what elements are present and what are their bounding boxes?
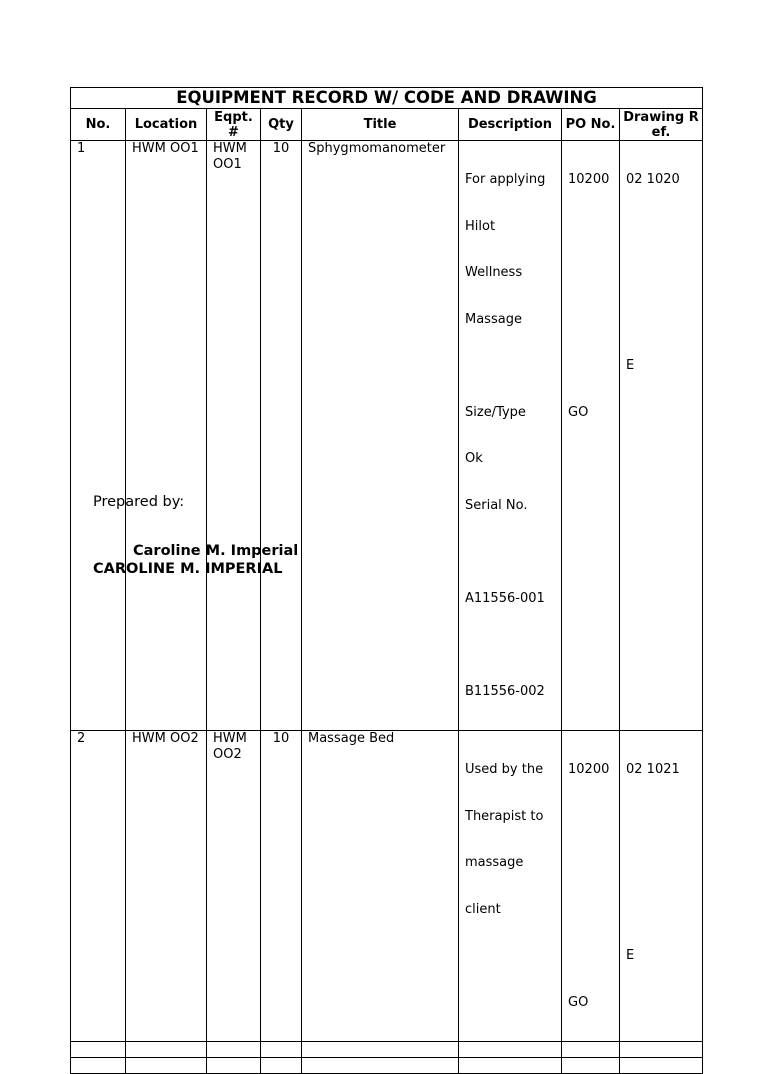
description-line: Serial No. [465,497,528,513]
po-line [568,358,619,374]
table-row [71,731,703,1042]
po-line [568,219,619,235]
po-line: 10200 [568,762,610,777]
prepared-by-label: Prepared by: [93,494,185,510]
drawing-line [626,902,702,918]
header-po: PO No. [562,109,620,141]
drawing-line: 02 1021 [626,762,680,777]
header-title: Title [302,109,459,141]
description-line: Used by the [465,762,544,777]
equipment-record-table [70,87,703,1074]
cell-description [459,731,562,1042]
drawing-line: 02 1020 [626,172,680,187]
preparer-name: Caroline M. Imperial [133,543,299,559]
po-line [568,809,619,825]
po-line [568,902,619,918]
description-line: A11556-001 [465,590,545,606]
description-line [465,358,561,374]
po-line [568,265,619,281]
drawing-line [626,855,702,871]
cell-title: Massage Bed [302,731,459,1042]
description-line: For applying [465,172,546,187]
cell-po [562,731,620,1042]
cell-po [562,141,620,731]
drawing-line: E [626,358,635,373]
drawing-line [626,809,702,825]
header-eqpt: Eqpt. # [207,109,261,141]
description-line: Ok [465,451,483,466]
drawing-line [626,312,702,328]
cell-title: Sphygmomanometer [302,141,459,731]
cell-location: HWM OO1 [126,141,207,731]
description-line: massage [465,855,524,870]
description-line: Hilot [465,218,496,234]
cell-qty: 10 [261,141,302,731]
drawing-line: E [626,948,635,963]
drawing-line [626,265,702,281]
empty-row [71,1058,703,1074]
po-line [568,948,619,964]
header-location: Location [126,109,207,141]
po-line: 10200 [568,172,610,187]
header-row [71,109,703,141]
table-row [71,141,703,731]
cell-qty: 10 [261,731,302,1042]
cell-drawing [620,141,703,731]
description-line: Wellness [465,265,523,280]
po-line: GO [568,994,589,1010]
cell-location: HWM OO2 [126,731,207,1042]
header-description: Description [459,109,562,141]
cell-eqpt: HWM OO2 [207,731,261,1042]
cell-description [459,141,562,731]
po-line [568,855,619,871]
description-line: Massage [465,311,522,327]
cell-eqpt: HWM OO1 [207,141,261,731]
header-no: No. [71,109,126,141]
cell-no: 2 [71,731,126,1042]
description-line: client [465,901,501,917]
drawing-line [626,219,702,235]
header-qty: Qty [261,109,302,141]
description-line [465,544,561,560]
po-line [568,312,619,328]
table-title: EQUIPMENT RECORD W/ CODE AND DRAWING [71,88,703,109]
po-line: GO [568,404,589,420]
description-line: B11556-002 [465,683,545,699]
cell-no: 1 [71,141,126,731]
header-drawing: Drawing Ref. [620,109,703,141]
description-line [465,637,561,653]
description-line: Therapist to [465,808,544,824]
description-line: Size/Type [465,404,526,420]
cell-drawing [620,731,703,1042]
empty-row [71,1042,703,1058]
preparer-name-caps: CAROLINE M. IMPERIAL [93,561,283,577]
